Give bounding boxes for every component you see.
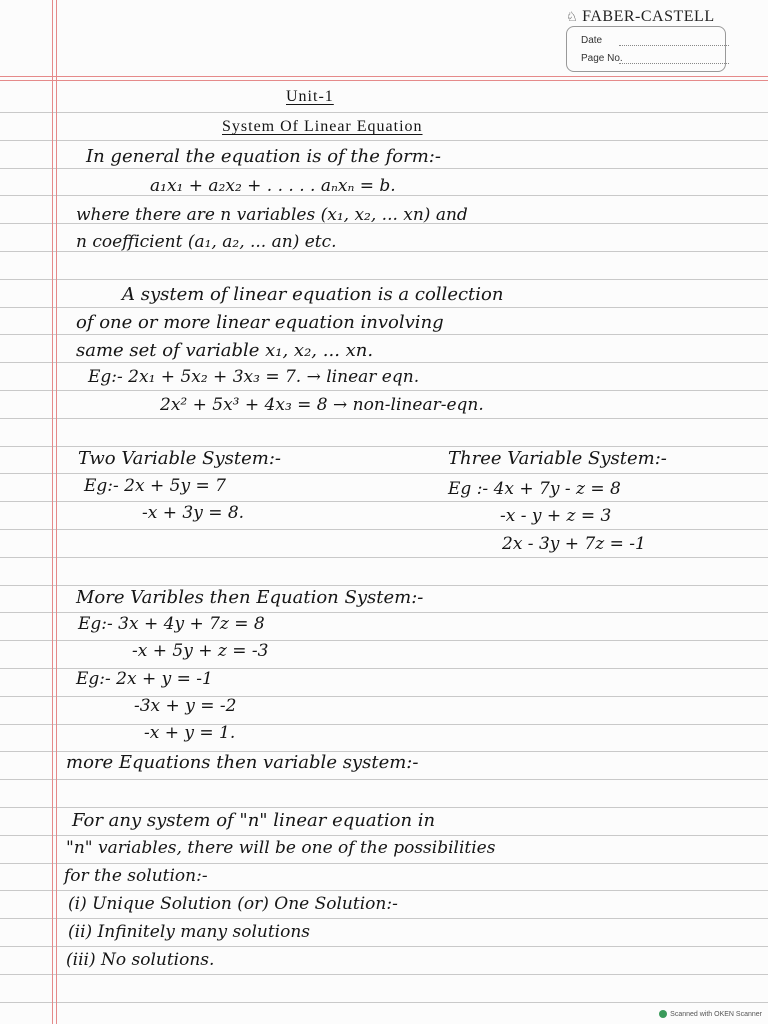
date-label: Date	[581, 35, 603, 46]
ruled-line	[0, 557, 768, 558]
ruled-line	[0, 362, 768, 363]
ruled-line	[0, 529, 768, 530]
ruled-line	[0, 168, 768, 169]
scanner-logo-icon	[659, 1010, 667, 1018]
topic-title: System Of Linear Equation	[222, 118, 423, 135]
more-var-eq-2: -x + 5y + z = -3	[132, 641, 269, 661]
ruled-line	[0, 890, 768, 891]
header-margin-line-2	[0, 80, 768, 81]
ruled-line	[0, 835, 768, 836]
more-var-eq-3: Eg:- 2x + y = -1	[76, 669, 213, 689]
more-var-eq-5: -x + y = 1.	[144, 723, 236, 743]
ruled-line	[0, 612, 768, 613]
faber-castell-logo-icon: ♘	[566, 9, 579, 24]
ruled-line	[0, 724, 768, 725]
date-page-box	[566, 26, 726, 72]
line-general-form: In general the equation is of the form:-	[86, 146, 441, 167]
three-var-eq-3: 2x - 3y + 7z = -1	[502, 534, 646, 554]
ruled-line	[0, 473, 768, 474]
ruled-line	[0, 1002, 768, 1003]
ruled-line	[0, 307, 768, 308]
line-system-def-2: of one or more linear equation involving	[76, 312, 444, 333]
ruled-line	[0, 863, 768, 864]
line-system-def-3: same set of variable x₁, x₂, ... xn.	[76, 340, 374, 361]
ruled-line	[0, 640, 768, 641]
heading-more-equations: more Equations then variable system:-	[66, 752, 419, 773]
line-system-def-1: A system of linear equation is a collection	[122, 284, 504, 305]
ruled-line	[0, 334, 768, 335]
unit-title: Unit-1	[286, 88, 334, 105]
page-no-label: Page No.	[581, 53, 623, 64]
line-possibilities-2: "n" variables, there will be one of the possibilities	[66, 838, 496, 858]
brand-name-text: FABER-CASTELL	[582, 8, 715, 25]
heading-three-variable: Three Variable System:-	[448, 448, 667, 469]
ruled-line	[0, 696, 768, 697]
solution-infinite: (ii) Infinitely many solutions	[68, 922, 311, 942]
line-linear-example: Eg:- 2x₁ + 5x₂ + 3x₃ = 7. → linear eqn.	[88, 367, 420, 387]
more-var-eq-4: -3x + y = -2	[134, 696, 237, 716]
three-var-eq-2: -x - y + z = 3	[500, 506, 612, 526]
left-margin-line-2	[56, 0, 57, 1024]
header-margin-line	[0, 76, 768, 77]
ruled-line	[0, 807, 768, 808]
line-nonlinear-example: 2x² + 5x³ + 4x₃ = 8 → non-linear-eqn.	[160, 395, 484, 415]
brand-header	[566, 8, 736, 26]
ruled-line	[0, 918, 768, 919]
brand-name	[566, 8, 736, 26]
line-possibilities-3: for the solution:-	[64, 866, 208, 886]
heading-two-variable: Two Variable System:-	[78, 448, 281, 469]
ruled-line	[0, 779, 768, 780]
line-variables: where there are n variables (x₁, x₂, ... xn) and	[76, 205, 468, 225]
ruled-line	[0, 974, 768, 975]
line-equation-form: a₁x₁ + a₂x₂ + . . . . . aₙxₙ = b.	[150, 176, 396, 196]
scanner-stamp	[659, 1010, 762, 1018]
page-no-line	[619, 63, 729, 64]
ruled-line	[0, 946, 768, 947]
ruled-line	[0, 279, 768, 280]
three-var-eq-1: Eg :- 4x + 7y - z = 8	[448, 479, 621, 499]
scanner-stamp-text: Scanned with OKEN Scanner	[670, 1010, 762, 1018]
ruled-line	[0, 112, 768, 113]
ruled-line	[0, 140, 768, 141]
left-margin-line	[52, 0, 53, 1024]
two-var-eq-1: Eg:- 2x + 5y = 7	[84, 476, 226, 496]
ruled-line	[0, 418, 768, 419]
ruled-line	[0, 501, 768, 502]
line-coefficients: n coefficient (a₁, a₂, ... an) etc.	[76, 232, 337, 252]
ruled-line	[0, 585, 768, 586]
date-line	[619, 45, 729, 46]
heading-more-variables: More Varibles then Equation System:-	[76, 587, 424, 608]
solution-none: (iii) No solutions.	[66, 950, 215, 970]
ruled-line	[0, 446, 768, 447]
line-possibilities-1: For any system of "n" linear equation in	[72, 810, 436, 831]
ruled-line	[0, 390, 768, 391]
more-var-eq-1: Eg:- 3x + 4y + 7z = 8	[78, 614, 265, 634]
two-var-eq-2: -x + 3y = 8.	[142, 503, 245, 523]
solution-unique: (i) Unique Solution (or) One Solution:-	[68, 894, 398, 914]
